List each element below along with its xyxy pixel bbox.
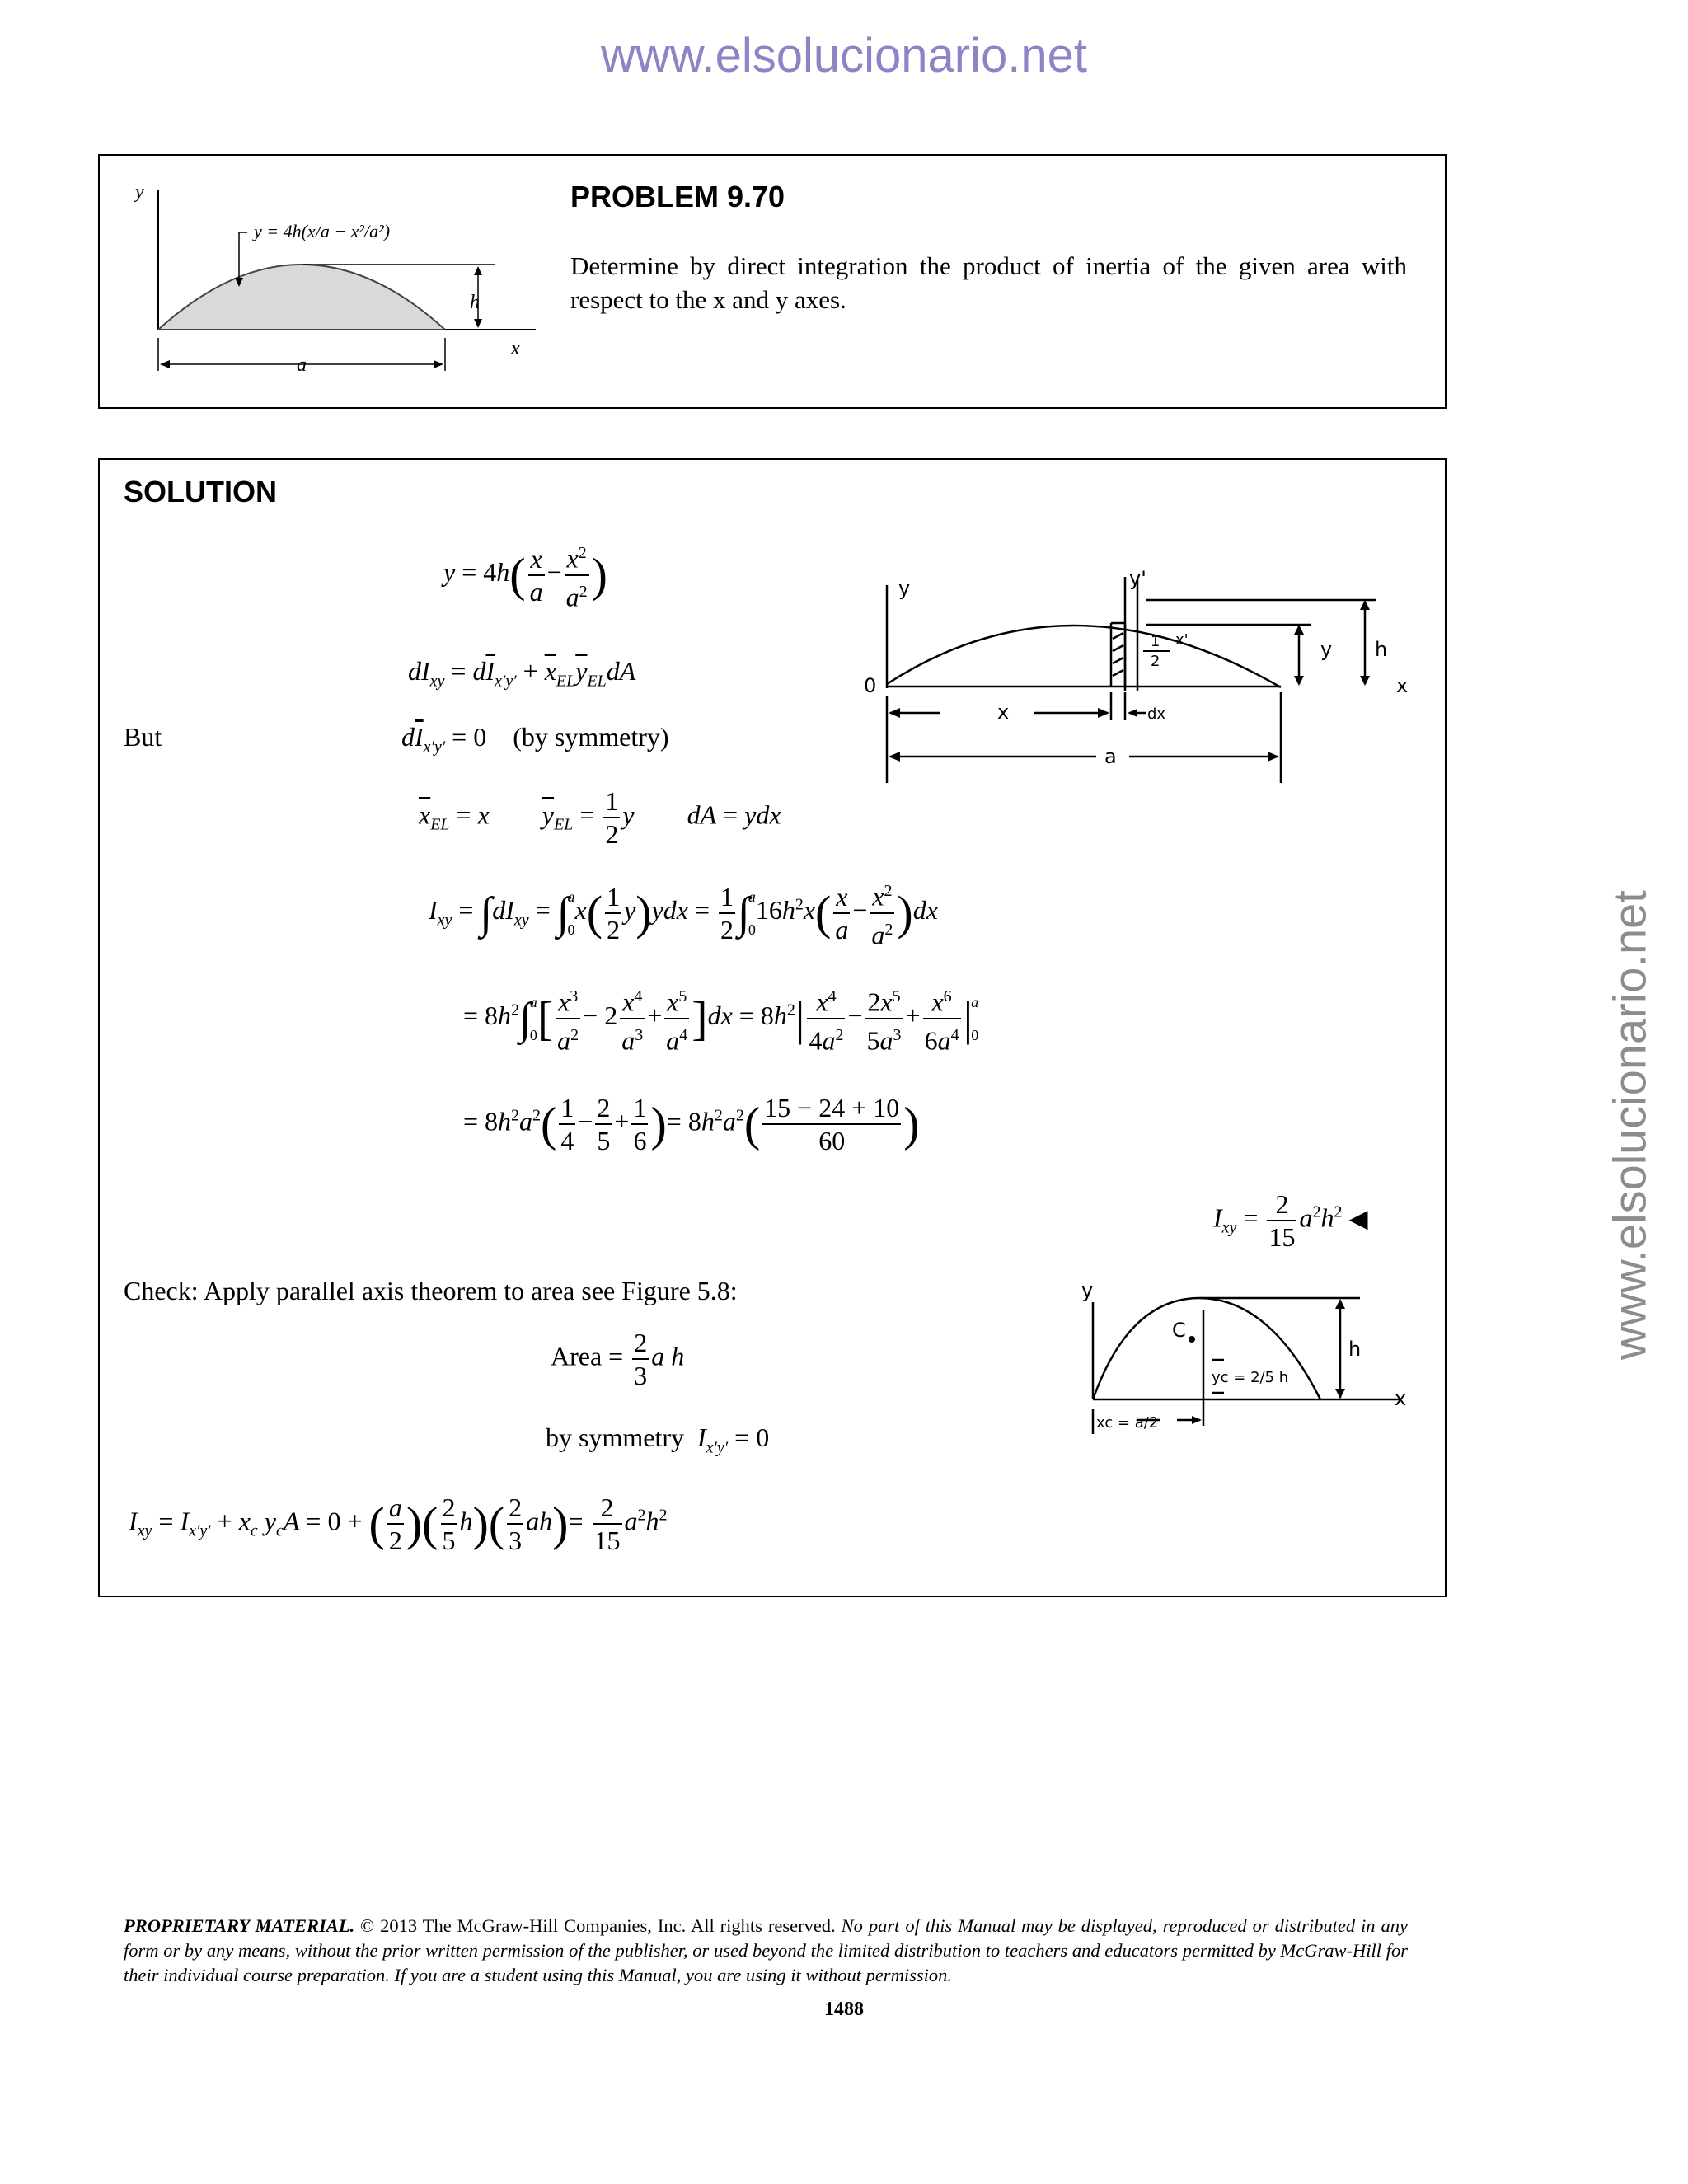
watermark-top: www.elsolucionario.net <box>601 29 1087 82</box>
answer-marker-icon: ◀ <box>1348 1205 1368 1233</box>
sketch1-yprime-label: y' <box>1129 569 1146 590</box>
sketch1-x-end-label: x <box>1396 674 1409 697</box>
sketch1-yel-top: 1 <box>1151 633 1160 650</box>
page-number: 1488 <box>824 1999 864 2020</box>
problem-title: PROBLEM 9.70 <box>570 180 785 213</box>
equation-centroid-element: $\overline{x}_{EL} = x$ $\overline{y}_{EL}$ = $\frac{1}{2}$ y dA = ydx <box>419 786 781 849</box>
figure-a-label: a <box>297 354 307 376</box>
equation-expanded: = $8h^2\int$ a 0 [ $\frac{x^3}{a^2}$ − 2 $\frac{x^4}{a^3}$ + $\frac{x^5}{a^4}$ ]$dx = 8h^2|$ $\frac{x^4}{4a^2}$ − $\frac{2x^5}{5a^3}$ + $\frac{x^6}{6a^4}$ | a 0 <box>463 981 978 1056</box>
equation-dIxy: $dI_{xy} = d\overline{I}_{x'y'} + \overline{x}_{EL}\overline{y}_{EL}dA$ <box>408 656 636 691</box>
figure-y-label: y <box>135 181 144 203</box>
sketch-element-strip <box>849 569 1418 791</box>
equation-area: Area = $\frac{2}{3}$ a h <box>551 1328 685 1390</box>
sketch1-y-side-label: y <box>1320 638 1333 661</box>
sketch1-h-label: h <box>1375 638 1388 661</box>
sketch1-x-dim-label: x <box>997 701 1010 724</box>
equation-symmetry: $d\overline{I}_{x'y'} = 0$ (by symmetry) <box>401 722 669 757</box>
problem-statement: Determine by direct integration the product of inertia of the given area with respect to the x and y axes. <box>570 251 1407 314</box>
problem-figure <box>124 173 552 379</box>
equation-Ixy-integral: $I_{xy} = \int dI_{xy}$ = ∫ a 0 x( $\frac{1}{2}$ y)ydx = $\frac{1}{2}$ ∫ a 0 $16h^2x$( $\frac{x}{a}$ − $\frac{x^2}{a^2}$ )dx <box>429 875 938 950</box>
figure-curve-label: y = 4h(x/a − x²/a²) <box>254 221 391 241</box>
sketch1-a-dim-label: a <box>1104 745 1117 768</box>
figure-h-label: h <box>470 292 480 313</box>
solution-title: SOLUTION <box>124 475 277 509</box>
by-symmetry-text: (by symmetry) <box>513 722 669 752</box>
footer-italic: No part of this Manual may be displayed, reproduced or distributed in any form or by any means, without the prior written permission of the publisher, or used beyond the limited distribution to teachers and educators permitted by McGraw-Hill for their individual course preparation. If you are a student using this Manual, you are using it without permission. <box>124 1915 1408 1985</box>
sketch1-yel-mid: 2 <box>1151 653 1160 670</box>
sketch1-dx-label: dx <box>1147 705 1166 723</box>
answer-Ixy: $I_{xy}$ = $\frac{2}{15}$ $a^2h^2$ ◀ <box>1213 1189 1368 1252</box>
figure-x-label: x <box>511 338 520 359</box>
area-label: Area = <box>551 1341 624 1371</box>
equation-symmetry-check: by symmetry $I_{x'y'} = 0$ <box>546 1422 770 1457</box>
sketch2-h-label: h <box>1348 1338 1362 1361</box>
sketch2-y-label: y <box>1081 1279 1094 1302</box>
footer-bold: PROPRIETARY MATERIAL. <box>124 1915 355 1936</box>
sketch1-y-label: y <box>898 577 911 600</box>
sketch2-yc-label: yc = 2/5 h <box>1212 1369 1289 1386</box>
by-symmetry-check-text: by symmetry <box>546 1422 684 1452</box>
sketch2-x-label: x <box>1395 1387 1407 1410</box>
sketch1-xprime-label: x' <box>1175 631 1189 649</box>
equation-curve: y = 4h( $\frac{x}{a}$ − $\frac{x^2}{a^2}$ ) <box>443 537 607 612</box>
check-text: Check: Apply parallel axis theorem to area see Figure 5.8: <box>124 1276 738 1305</box>
equation-evaluated: = $8h^2a^2$( $\frac{1}{4}$ − $\frac{2}{5}$ + $\frac{1}{6}$ )= $8h^2a^2$( $\frac{15 - 24 + 10}{60}$ ) <box>463 1093 920 1155</box>
label-but: But <box>124 722 162 752</box>
sketch2-c-label: C <box>1172 1319 1186 1342</box>
footer-normal: © 2013 The McGraw-Hill Companies, Inc. All rights reserved. <box>354 1915 842 1936</box>
equation-parallel-axis: $I_{xy} = I_{x'y'} + x_c$ $y_cA = 0$ + ( $\frac{a}{2}$ )( $\frac{2}{5}$ h)( $\frac{2}{3}$ ah)= $\frac{2}{15}$ $a^2h^2$ <box>129 1493 668 1555</box>
sketch-parabolic-area <box>1071 1277 1418 1442</box>
watermark-side: www.elsolucionario.net <box>1603 890 1656 1360</box>
sketch2-xc-label: xc = a/2 <box>1096 1414 1159 1432</box>
footer-copyright <box>124 1914 1408 1988</box>
sketch1-zero-label: 0 <box>864 674 877 697</box>
